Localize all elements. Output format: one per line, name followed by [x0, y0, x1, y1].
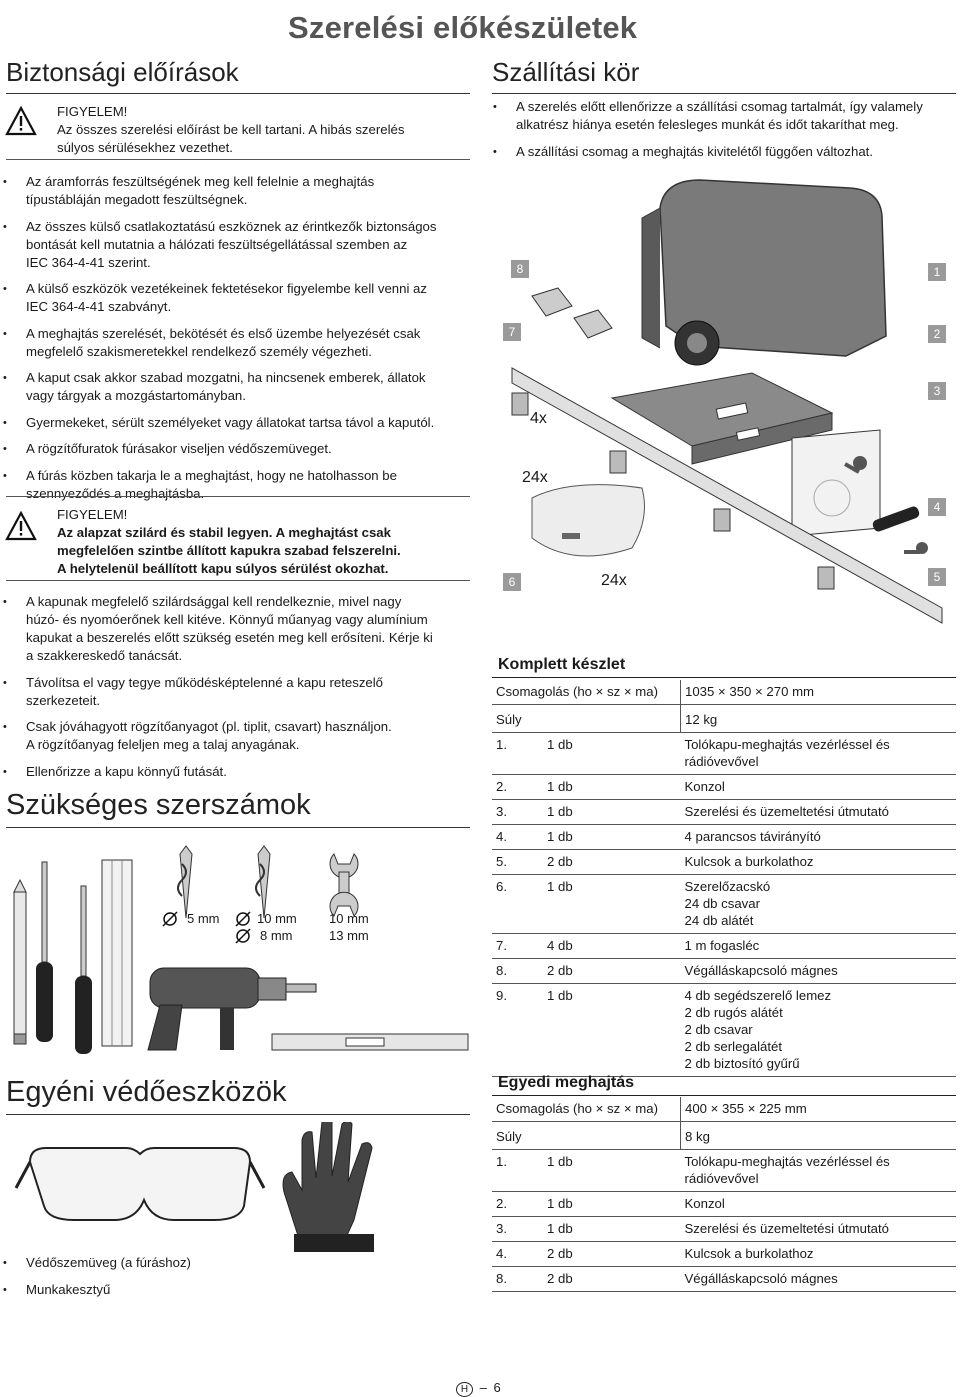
figure-callout: 5 — [928, 568, 946, 586]
safety-bullet-list-1 — [0, 173, 470, 511]
drill-size-label: 8 mm — [260, 928, 293, 943]
list-item: • A kaput csak akkor szabad mozgatni, ha nincsenek emberek, állatok vagy tárgyak a mozgástartományban. — [0, 369, 470, 405]
divider — [6, 580, 470, 581]
figure-callout: 8 — [511, 260, 529, 278]
screw-bag-icon — [532, 485, 644, 556]
item-number: 8. — [492, 1267, 543, 1292]
complete-kit-rows — [492, 733, 956, 1077]
warning-text-line: megfelelően szintbe állított kapukra szabad felszerelni. — [57, 543, 401, 558]
ppe-heading: Egyéni védőeszközök — [6, 1076, 287, 1108]
divider — [6, 496, 470, 497]
item-description — [681, 1267, 957, 1292]
item-description — [681, 1217, 957, 1242]
table-row — [492, 1267, 956, 1292]
single-drive-table — [492, 1097, 956, 1292]
screwdriver-icon — [36, 862, 53, 1042]
item-description-line: 2 db biztosító gyűrű — [684, 1056, 800, 1071]
item-description — [681, 1150, 957, 1192]
item-number: 3. — [492, 1217, 543, 1242]
list-item: • Munkakesztyű — [0, 1281, 470, 1299]
item-number: 6. — [492, 875, 543, 934]
list-item: • Az áramforrás feszültségének meg kell felelnie a meghajtás típustábláján megadott feszültségnek. — [0, 173, 470, 209]
item-description — [681, 875, 957, 934]
delivery-heading: Szállítási kör — [492, 57, 640, 87]
item-quantity: 1 db — [543, 775, 680, 800]
folding-ruler-icon — [102, 860, 132, 1046]
complete-kit-table — [492, 680, 956, 1077]
item-description-line: Végálláskapcsoló mágnes — [684, 963, 838, 978]
divider — [6, 827, 470, 828]
table-row — [492, 800, 956, 825]
item-description — [681, 959, 957, 984]
manual-icon — [792, 430, 880, 536]
warning-text-line: Az összes szerelési előírást be kell tartani. A hibás szerelés — [57, 122, 405, 137]
list-item: • Gyermekeket, sérült személyeket vagy állatokat tartsa távol a kaputól. — [0, 414, 470, 432]
item-quantity: 1 db — [543, 1192, 680, 1217]
item-quantity: 2 db — [543, 1242, 680, 1267]
table-row — [492, 959, 956, 984]
quantity-label: 24x — [522, 469, 548, 486]
item-description-line: 24 db csavar — [684, 896, 761, 911]
figure-callout: 4 — [928, 498, 946, 516]
table-row — [492, 984, 956, 1077]
item-number: 3. — [492, 800, 543, 825]
item-quantity: 1 db — [543, 984, 680, 1077]
figure-callout: 6 — [503, 573, 521, 591]
divider — [6, 1114, 470, 1115]
single-drive-rows — [492, 1150, 956, 1292]
safety-heading: Biztonsági előírások — [6, 57, 239, 87]
figure-callout: 2 — [928, 325, 946, 343]
drill-size-label: 10 mm — [257, 911, 297, 926]
delivery-contents-illustration — [492, 168, 958, 628]
pencil-icon — [14, 880, 26, 1044]
drill-size-label: 5 mm — [187, 911, 220, 926]
item-quantity: 2 db — [543, 959, 680, 984]
list-item: • A külső eszközök vezetékeinek fektetésekor figyelembe kell venni az IEC 364-4-41 szabványt. — [0, 280, 470, 316]
page-number: 6 — [493, 1380, 501, 1395]
delivery-bullet-list — [490, 98, 956, 169]
item-description-line: Konzol — [684, 1196, 725, 1211]
warning-text-line: A helytelenül beállított kapu súlyos sérülést okozhat. — [57, 561, 389, 576]
table-row — [492, 825, 956, 850]
ppe-illustration — [0, 1122, 470, 1252]
tools-heading: Szükséges szerszámok — [6, 789, 311, 821]
item-description — [681, 825, 957, 850]
table-row — [492, 1217, 956, 1242]
item-number: 5. — [492, 850, 543, 875]
warning-label: FIGYELEM! — [57, 104, 128, 119]
table-cell: Súly — [492, 1122, 681, 1150]
language-badge: H — [456, 1382, 473, 1397]
ppe-list — [0, 1254, 470, 1307]
item-number: 7. — [492, 934, 543, 959]
table-cell: 400 × 355 × 225 mm — [681, 1097, 957, 1122]
item-description — [681, 800, 957, 825]
list-item: • A meghajtás szerelését, bekötését és első üzembe helyezését csak megfelelő szakismeretekkel rendelkező személy végezheti. — [0, 325, 470, 361]
warning-text-line: súlyos sérülésekhez vezethet. — [57, 140, 233, 155]
work-glove-icon — [283, 1122, 374, 1252]
item-description-line: Tolókapu-meghajtás vezérléssel és rádióvevővel — [684, 737, 890, 769]
item-description — [681, 984, 957, 1077]
item-description-line: Kulcsok a burkolathoz — [684, 1246, 814, 1261]
item-quantity: 1 db — [543, 875, 680, 934]
list-item: • A rögzítőfuratok fúrásakor viseljen védőszemüveget. — [0, 440, 470, 458]
screwdriver-icon — [75, 886, 92, 1054]
list-item: • A szállítási csomag a meghajtás kivitelétől függően változhat. — [490, 143, 956, 161]
item-quantity: 1 db — [543, 1217, 680, 1242]
item-quantity: 1 db — [543, 1150, 680, 1192]
item-number: 2. — [492, 1192, 543, 1217]
item-description-line: 2 db csavar — [684, 1022, 753, 1037]
table-row — [492, 875, 956, 934]
item-description-line: 4 db segédszerelő lemez — [684, 988, 832, 1003]
list-item: • Csak jóváhagyott rögzítőanyagot (pl. tiplit, csavart) használjon. A rögzítőanyag feleljen meg a talaj anyagának. — [0, 718, 470, 754]
item-quantity: 4 db — [543, 934, 680, 959]
warning-box-1 — [57, 103, 467, 157]
diameter-icon — [163, 912, 177, 926]
item-description-line: 1 m fogasléc — [684, 938, 760, 953]
table-row — [492, 1150, 956, 1192]
table-row — [492, 775, 956, 800]
item-description-line: Szerelési és üzemeltetési útmutató — [684, 804, 890, 819]
divider — [492, 93, 956, 94]
diameter-icon — [236, 912, 250, 926]
item-description — [681, 934, 957, 959]
table-row — [492, 850, 956, 875]
warning-triangle-icon — [5, 511, 37, 541]
table-row — [492, 934, 956, 959]
single-drive-title: Egyedi meghajtás — [498, 1074, 635, 1091]
item-description — [681, 775, 957, 800]
item-number: 4. — [492, 825, 543, 850]
list-item: • Távolítsa el vagy tegye működésképtelenné a kapu reteszelő szerkezeteit. — [0, 674, 470, 710]
wrench-size-label: 13 mm — [329, 928, 369, 943]
divider — [492, 1095, 956, 1096]
warning-label: FIGYELEM! — [57, 507, 128, 522]
item-description-line: Tolókapu-meghajtás vezérléssel és rádióvevővel — [684, 1154, 890, 1186]
item-number: 1. — [492, 733, 543, 775]
item-quantity: 2 db — [543, 850, 680, 875]
table-row — [492, 733, 956, 775]
item-number: 4. — [492, 1242, 543, 1267]
table-row — [492, 1242, 956, 1267]
list-item: • Ellenőrizze a kapu könnyű futását. — [0, 763, 470, 781]
page-footer — [456, 1380, 501, 1397]
list-item: • Védőszemüveg (a fúráshoz) — [0, 1254, 470, 1272]
spirit-level-icon — [272, 1034, 468, 1050]
table-cell: Súly — [492, 705, 681, 733]
table-cell: Csomagolás (ho × sz × ma) — [492, 680, 681, 705]
warning-triangle-icon — [5, 106, 37, 136]
quantity-label: 24x — [601, 572, 627, 589]
item-description — [681, 1242, 957, 1267]
drill-bit-icon — [178, 846, 192, 918]
item-description-line: Végálláskapcsoló mágnes — [684, 1271, 838, 1286]
item-quantity: 1 db — [543, 733, 680, 775]
figure-callout: 7 — [503, 323, 521, 341]
item-number: 2. — [492, 775, 543, 800]
divider — [6, 159, 470, 160]
item-description-line: 2 db rugós alátét — [684, 1005, 783, 1020]
diameter-icon — [236, 929, 250, 943]
warning-box-2 — [57, 506, 467, 578]
list-item: • A szerelés előtt ellenőrizze a szállítási csomag tartalmát, így valamely alkatrész hiánya esetén felesleges munkát és időt takaríthat meg. — [490, 98, 956, 134]
item-description — [681, 850, 957, 875]
table-cell: 1035 × 350 × 270 mm — [681, 680, 957, 705]
table-cell: 12 kg — [681, 705, 957, 733]
item-description-line: Szerelési és üzemeltetési útmutató — [684, 1221, 890, 1236]
limit-switch-magnet-icon — [532, 288, 612, 338]
item-quantity: 2 db — [543, 1267, 680, 1292]
warning-text-line: Az alapzat szilárd és stabil legyen. A meghajtást csak — [57, 525, 391, 540]
figure-callout: 3 — [928, 382, 946, 400]
figure-callout: 1 — [928, 263, 946, 281]
list-item: • Az összes külső csatlakoztatású eszköznek az érintkezők biztonságos bontását kell mutatnia a hálózati feszültségellátással szemben az IEC 364-4-41 szerint. — [0, 218, 470, 272]
item-description-line: 2 db serlegalátét — [684, 1039, 783, 1054]
safety-goggles-icon — [16, 1148, 264, 1220]
item-description-line: 4 parancsos távirányító — [684, 829, 821, 844]
safety-bullet-list-2 — [0, 593, 470, 789]
table-row — [492, 1192, 956, 1217]
table-cell: Csomagolás (ho × sz × ma) — [492, 1097, 681, 1122]
item-description — [681, 1192, 957, 1217]
list-item: • A kapunak megfelelő szilárdsággal kell rendelkeznie, mivel nagy húzó- és nyomóerőnek kell kitéve. Könnyű műanyag vagy alumínium kapukat a beszerelés előtt szükség esetén meg kell erősíteni. Kérje ki a szakkereskedő tanácsát. — [0, 593, 470, 665]
item-description-line: Szerelőzacskó — [684, 879, 771, 894]
item-description — [681, 733, 957, 775]
drive-unit-icon — [642, 180, 886, 365]
complete-kit-title: Komplett készlet — [498, 656, 626, 673]
drill-bit-icon — [256, 846, 270, 918]
table-cell: 8 kg — [681, 1122, 957, 1150]
item-description-line: 24 db alátét — [684, 913, 754, 928]
item-number: 1. — [492, 1150, 543, 1192]
item-number: 8. — [492, 959, 543, 984]
page-title: Szerelési előkészületek — [288, 10, 638, 45]
footer-dash: – — [479, 1380, 487, 1395]
item-quantity: 1 db — [543, 800, 680, 825]
item-description-line: Konzol — [684, 779, 725, 794]
list-item: • A fúrás közben takarja le a meghajtást, hogy ne hatolhasson be szennyeződés a meghajtásba. — [0, 467, 470, 503]
quantity-label: 4x — [530, 410, 547, 427]
tools-illustration — [0, 840, 470, 1060]
wrench-size-label: 10 mm — [329, 911, 369, 926]
item-number: 9. — [492, 984, 543, 1077]
item-quantity: 1 db — [543, 825, 680, 850]
wrench-icon — [330, 854, 358, 916]
divider — [492, 677, 956, 678]
divider — [6, 93, 470, 94]
item-description-line: Kulcsok a burkolathoz — [684, 854, 814, 869]
